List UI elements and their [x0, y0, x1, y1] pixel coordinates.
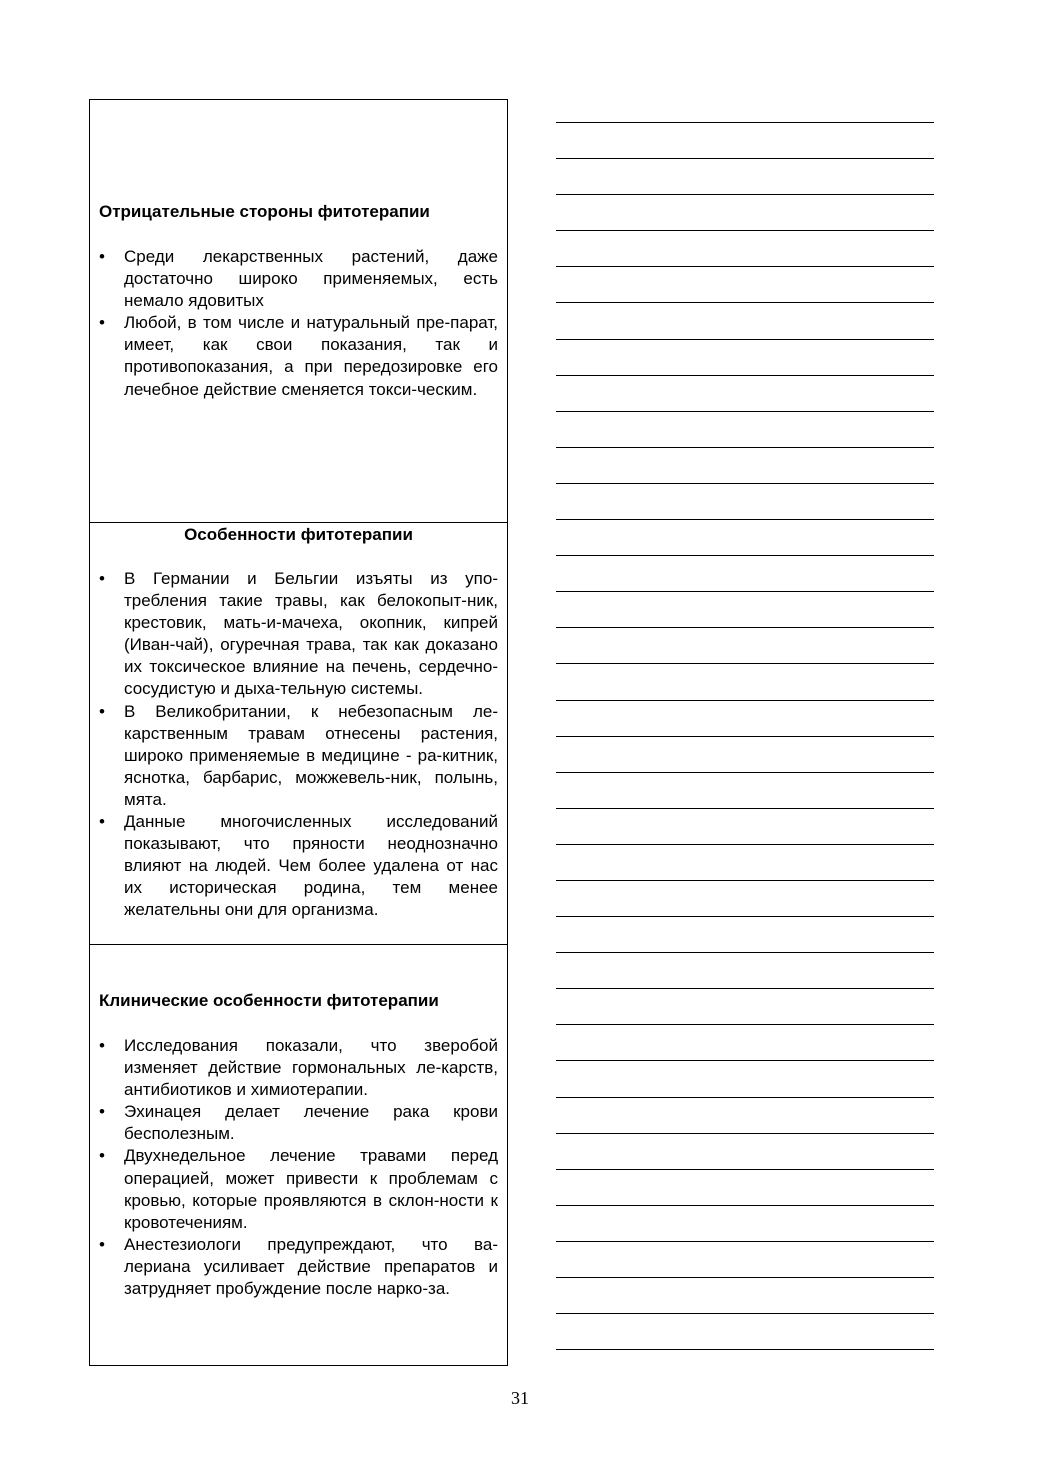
bullet-icon: • [99, 1036, 105, 1055]
ruled-line [556, 1170, 934, 1206]
ruled-line [556, 376, 934, 412]
section-heading: Особенности фитотерапии [184, 525, 413, 544]
bullet-icon: • [99, 247, 105, 266]
ruled-line [556, 845, 934, 881]
section-negative-sides [90, 100, 507, 522]
ruled-notes-area [556, 122, 934, 1350]
list-item: • Анестезиологи предупреждают, что ва-лериана усиливает действие препаратов и затрудняет пробуждение после нарко-за. [99, 1234, 498, 1299]
ruled-line [556, 773, 934, 809]
ruled-line [556, 231, 934, 267]
ruled-line [556, 1242, 934, 1278]
ruled-line [556, 809, 934, 845]
ruled-line [556, 520, 934, 556]
ruled-line [556, 701, 934, 737]
ruled-line [556, 737, 934, 773]
ruled-line [556, 1278, 934, 1314]
ruled-line [556, 412, 934, 448]
list-item: • Эхинацея делает лечение рака крови бесполезным. [99, 1102, 498, 1144]
list-item: • Среди лекарственных растений, даже достаточно широко применяемых, есть немало ядовитых [99, 247, 498, 311]
bullet-list [99, 568, 498, 922]
ruled-line [556, 448, 934, 484]
ruled-line [556, 1134, 934, 1170]
bullet-icon: • [99, 701, 105, 721]
ruled-line [556, 989, 934, 1025]
bullet-icon: • [99, 812, 105, 832]
list-item: • В Германии и Бельгии изъяты из упо-требления такие травы, как белокопыт-ник, крестовик, мать-и-мачеха, окопник, кипрей (Иван-чай), огуречная трава, так как доказано их токсическое влияние на печень, сердечно-сосудистую и дыха-тельную системы. [99, 569, 498, 699]
bullet-icon: • [99, 1234, 105, 1254]
section-heading: Отрицательные стороны фитотерапии [99, 202, 430, 221]
ruled-line [556, 1314, 934, 1350]
ruled-line [556, 1098, 934, 1134]
list-item: • Любой, в том числе и натуральный пре-парат, имеет, как свои показания, так и противопоказания, а при передозировке его лечебное действие сменяется токси-ческим. [99, 313, 498, 399]
list-item: • Данные многочисленных исследований показывают, что пряности неоднозначно влияют на людей. Чем более удалена от нас их историческая родина, тем менее желательны они для организма. [99, 812, 498, 920]
notes-panel [89, 99, 508, 1366]
ruled-line [556, 195, 934, 231]
ruled-line [556, 267, 934, 303]
bullet-icon: • [99, 569, 105, 588]
ruled-line [556, 159, 934, 195]
list-item: • Двухнедельное лечение травами перед операцией, может привести к проблемам с кровью, которые проявляются в склон-ности к кровотечениям. [99, 1146, 498, 1232]
ruled-line [556, 303, 934, 339]
list-item: • В Великобритании, к небезопасным ле-карственным травам отнесены растения, широко применяемые в медицине - ра-китник, яснотка, барбарис, можжевель-ник, полынь, мята. [99, 701, 498, 809]
page-number: 31 [511, 1388, 529, 1408]
bullet-list [99, 1035, 498, 1300]
ruled-line [556, 592, 934, 628]
bullet-icon: • [99, 1146, 105, 1166]
ruled-line [556, 484, 934, 520]
ruled-line [556, 953, 934, 989]
ruled-line [556, 1206, 934, 1242]
ruled-line [556, 1025, 934, 1061]
section-clinical-features [90, 944, 507, 1367]
section-features [90, 522, 507, 944]
bullet-icon: • [99, 1102, 105, 1122]
ruled-line [556, 1061, 934, 1097]
section-heading: Клинические особенности фитотерапии [99, 991, 439, 1010]
ruled-line [556, 556, 934, 592]
ruled-line [556, 123, 934, 159]
ruled-line [556, 881, 934, 917]
ruled-line [556, 664, 934, 700]
ruled-line [556, 917, 934, 953]
bullet-icon: • [99, 313, 105, 333]
list-item: • Исследования показали, что зверобой изменяет действие гормональных ле-карств, антибиотиков и химиотерапии. [99, 1036, 498, 1100]
bullet-list [99, 246, 498, 401]
ruled-line [556, 628, 934, 664]
ruled-line [556, 340, 934, 376]
